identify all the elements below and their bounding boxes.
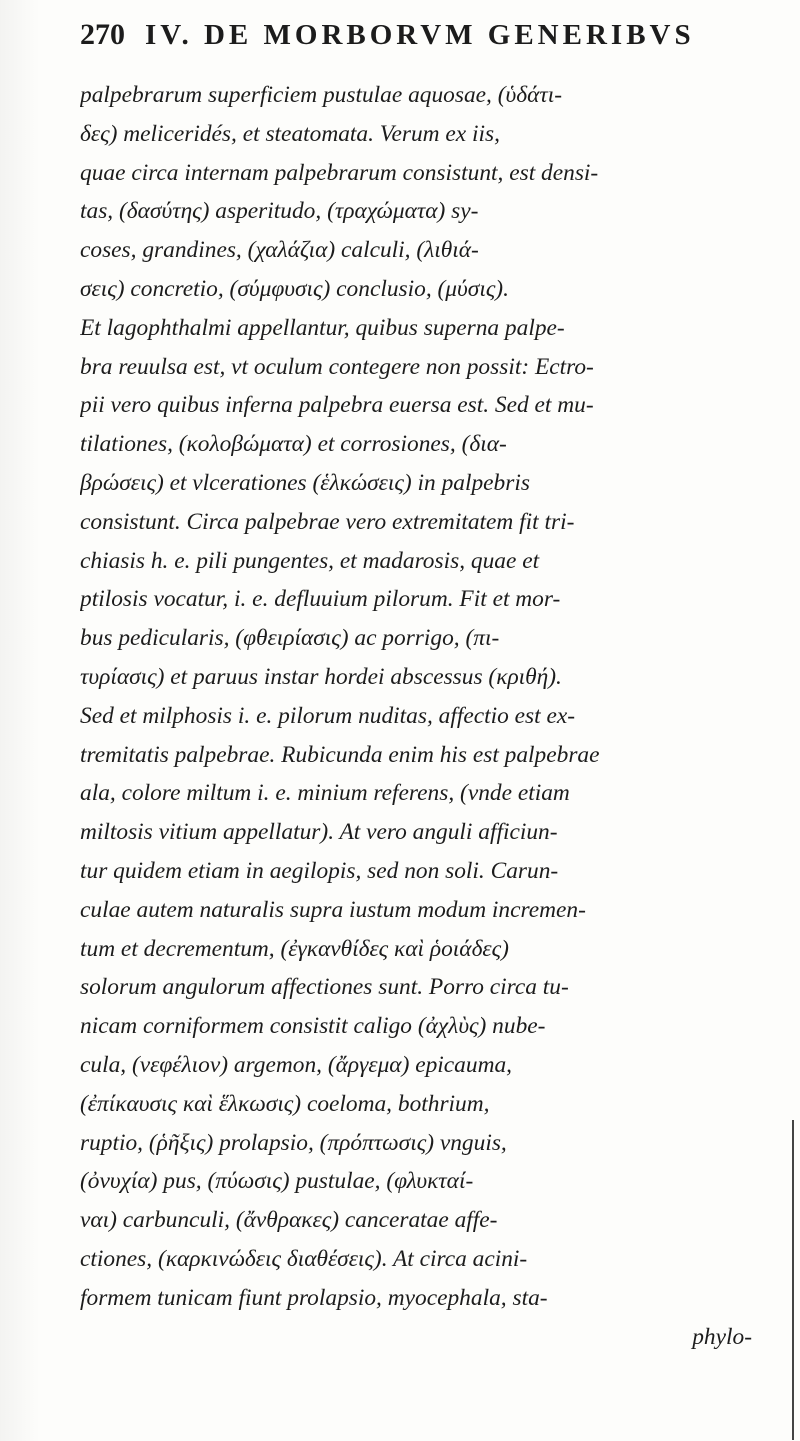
text-line: (ὀνυχία) pus, (πύωσις) pustulae, (φλυκταί- (80, 1168, 474, 1195)
text-line: pii vero quibus inferna palpebra euersa est. Sed et mu- (80, 392, 594, 419)
text-line: Et lagophthalmi appellantur, quibus superna palpe- (80, 314, 565, 341)
text-line: culae autem naturalis supra iustum modum incremen- (80, 896, 586, 923)
text-line: ala, colore miltum i. e. minium referens, (vnde etiam (80, 780, 570, 807)
text-line: solorum angulorum affectiones sunt. Porro circa tu- (80, 974, 569, 1001)
text-line: cula, (νεφέλιον) argemon, (ἄργεμα) epicauma, (80, 1051, 513, 1078)
text-line: formem tunicam fiunt prolapsio, myocephala, sta- (80, 1284, 548, 1311)
text-line: (ἐπίκαυσις καὶ ἕλκωσις) coeloma, bothrium, (80, 1090, 490, 1117)
text-line: chiasis h. e. pili pungentes, et madarosis, quae et (80, 547, 540, 574)
text-line: tur quidem etiam in aegilopis, sed non soli. Carun- (80, 857, 559, 884)
catchword: phylo- (692, 1323, 752, 1350)
page-header (80, 18, 760, 62)
text-line: ruptio, (ῥῆξις) prolapsio, (πρόπτωσις) vnguis, (80, 1129, 507, 1156)
text-line: τυρίασις) et paruus instar hordei abscessus (κριθή). (80, 663, 562, 690)
page-number: 270 (80, 18, 125, 51)
page-edge-rule (792, 1120, 794, 1440)
text-line: ptilosis vocatur, i. e. defluuium pilorum. Fit et mor- (80, 586, 561, 613)
running-head: IV. DE MORBORVM GENERIBVS (145, 19, 695, 51)
text-line: bus pedicularis, (φθειρίασις) ac porrigo, (πι- (80, 625, 500, 652)
text-line: palpebrarum superficiem pustulae aquosae, (ὑδάτι- (80, 82, 563, 108)
page-shadow (0, 0, 40, 1441)
text-line: coses, grandines, (χαλάζια) calculi, (λιθιά- (80, 237, 479, 264)
text-line: tilationes, (κολοβώματα) et corrosiones, (δια- (80, 431, 507, 458)
text-line: bra reuulsa est, vt oculum contegere non possit: Ectro- (80, 353, 594, 380)
text-line: consistunt. Circa palpebrae vero extremitatem fit tri- (80, 508, 575, 535)
text-line: σεις) concretio, (σύμφυσις) conclusio, (μύσις). (80, 275, 509, 302)
text-line: δες) meliceridés, et steatomata. Verum ex iis, (80, 120, 500, 147)
text-line: ναι) carbunculi, (ἄνθρακες) canceratae affe- (80, 1207, 498, 1234)
text-line: tum et decrementum, (ἐγκανθίδες καὶ ῥοιάδες) (80, 935, 509, 962)
text-line: tas, (δασύτης) asperitudo, (τραχώματα) sy- (80, 198, 479, 225)
text-line: βρώσεις) et vlcerationes (ἑλκώσεις) in palpebris (80, 469, 530, 496)
text-line: ctiones, (καρκινώδεις διαθέσεις). At circa acini- (80, 1245, 528, 1272)
body-text (80, 76, 770, 1356)
text-line: Sed et milphosis i. e. pilorum nuditas, affectio est ex- (80, 702, 576, 729)
text-line: quae circa internam palpebrarum consistunt, est densi- (80, 159, 599, 186)
text-line: nicam corniformem consistit caligo (ἀχλὺς) nube- (80, 1013, 546, 1040)
text-line: miltosis vitium appellatur). At vero anguli afficiun- (80, 819, 558, 846)
text-line: tremitatis palpebrae. Rubicunda enim his est palpebrae (80, 741, 600, 768)
